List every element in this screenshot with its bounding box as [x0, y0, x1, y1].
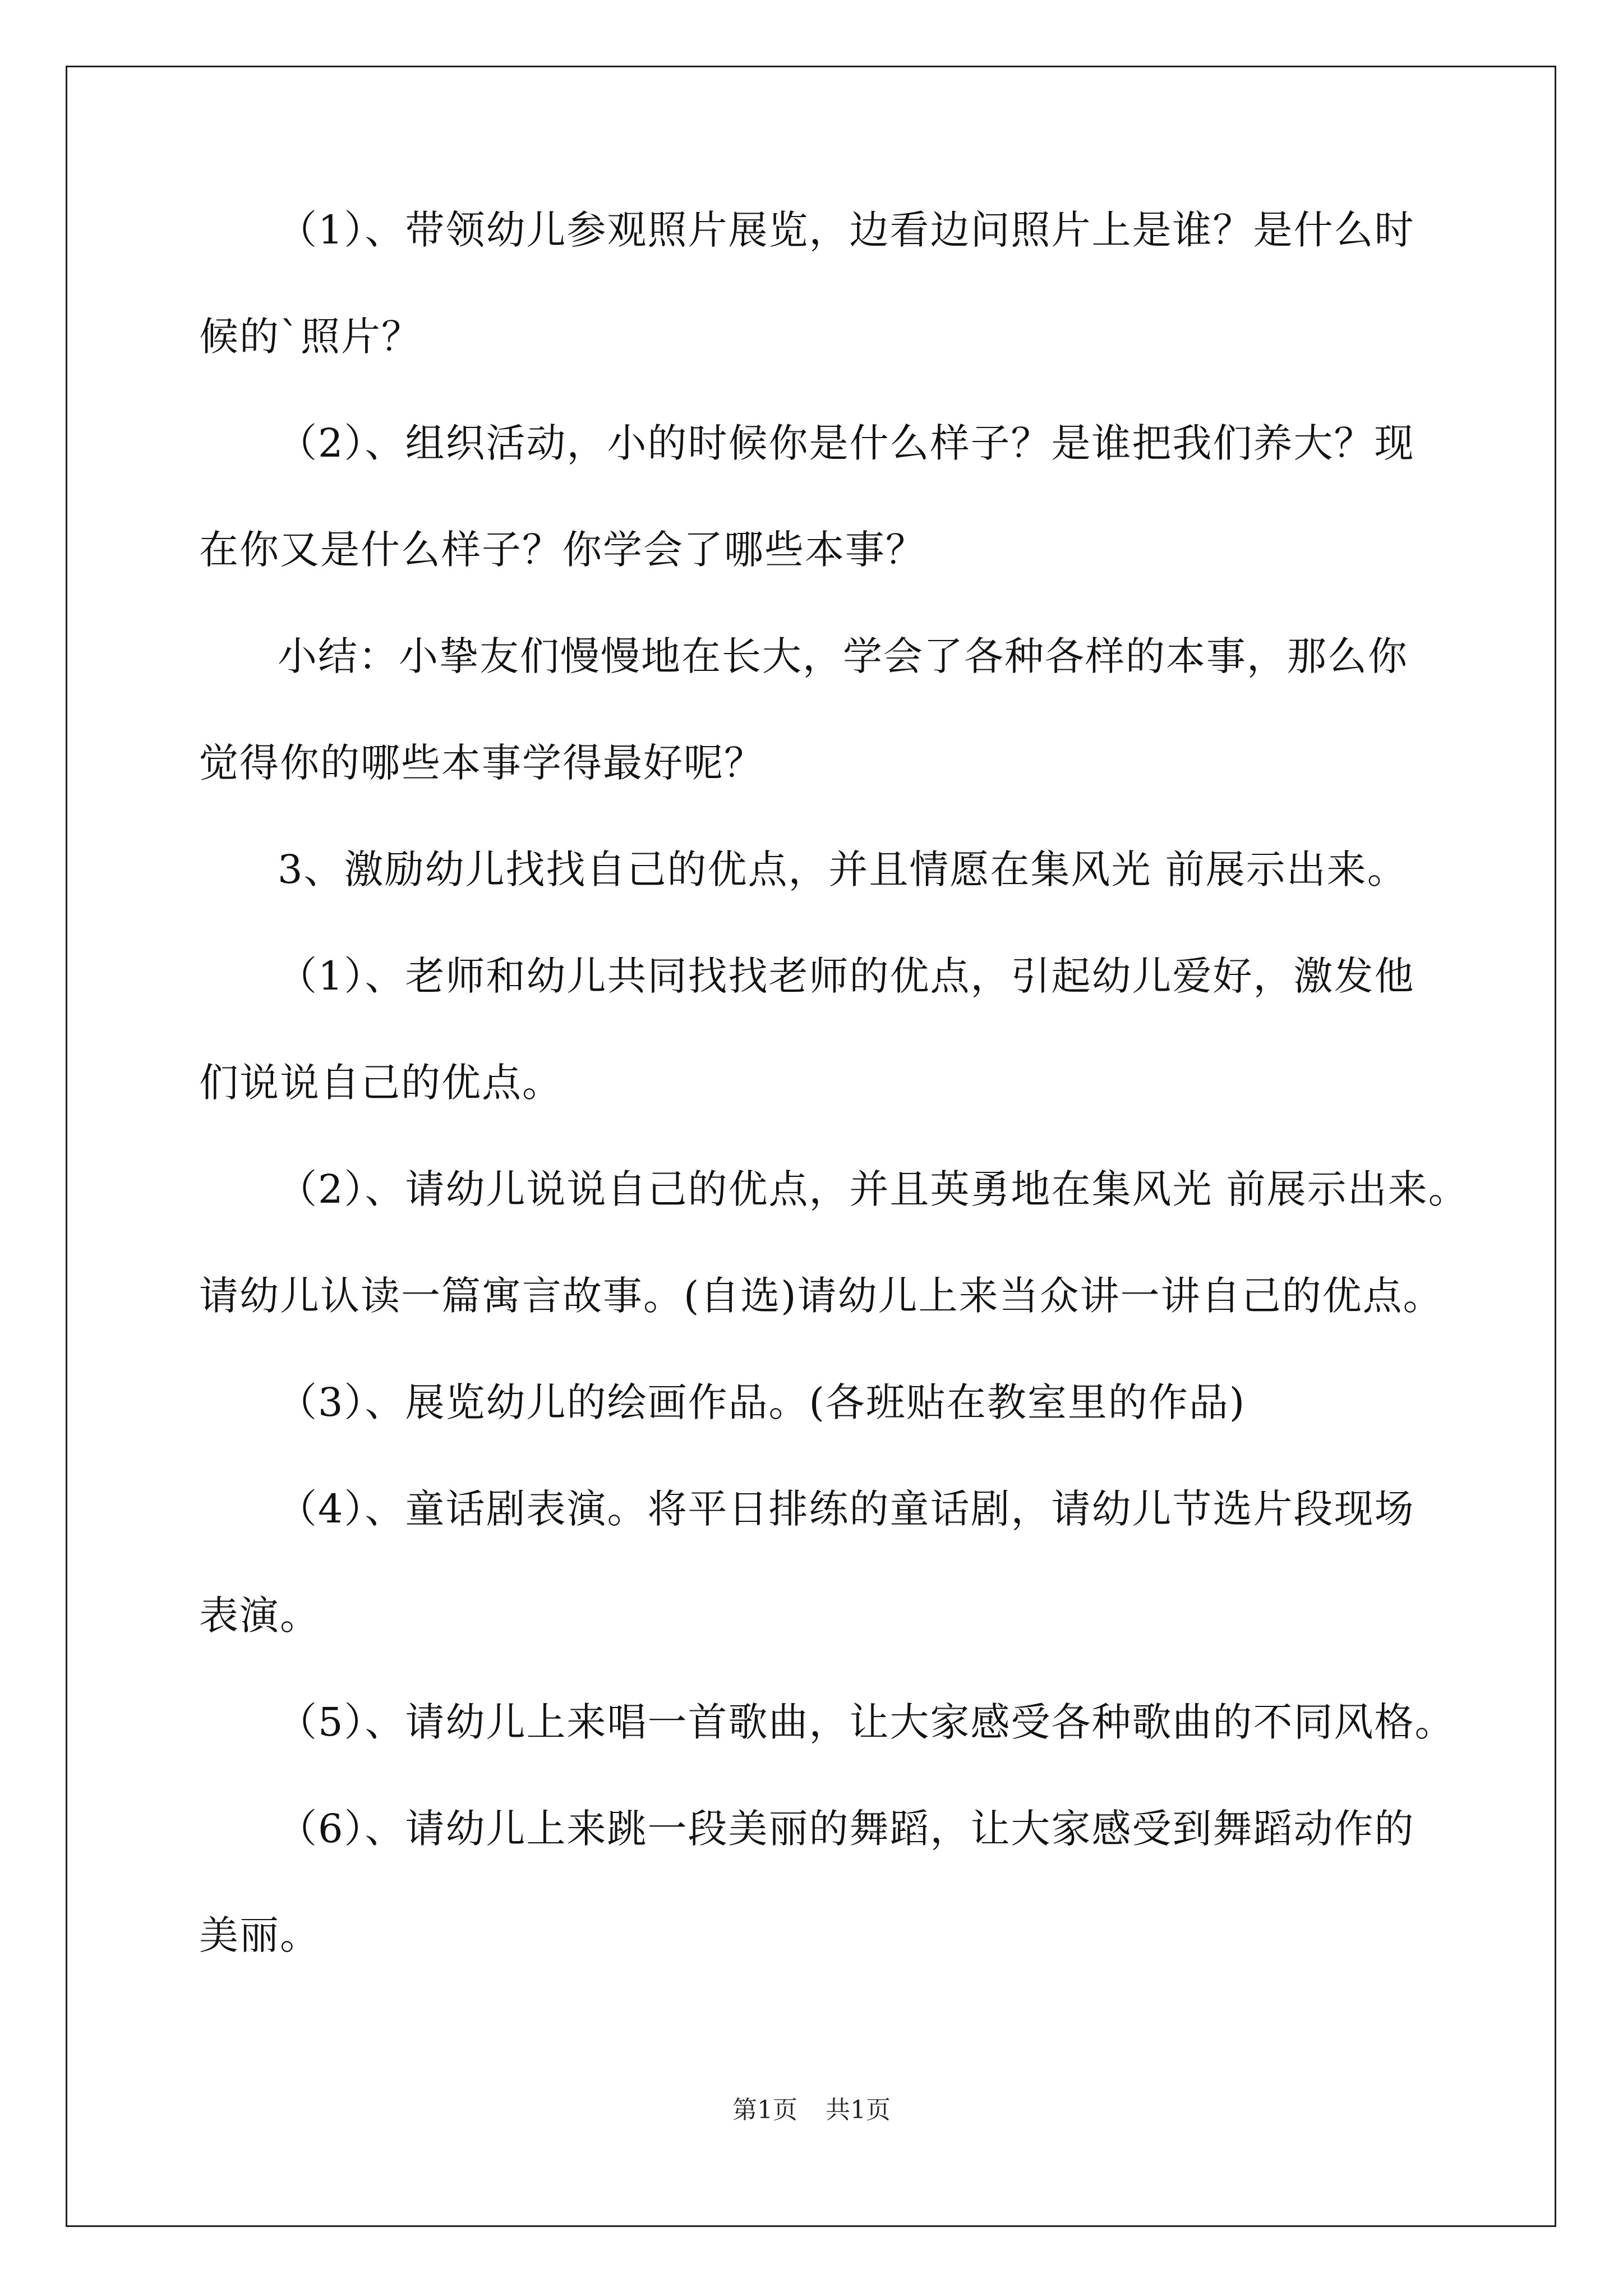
paragraph-line: 美丽。 [199, 1912, 320, 1958]
paragraph-line: 请幼儿认读一篇寓言故事。(自选)请幼儿上来当众讲一讲自己的优点。 [199, 1273, 1444, 1319]
paragraph-line: 小结：小挚友们慢慢地在长大，学会了各种各样的本事，那么你 [278, 633, 1408, 679]
paragraph-line: （2）、请幼儿说说自己的优点，并且英勇地在集风光 前展示出来。 [278, 1166, 1469, 1212]
paragraph-line: （2）、组织活动，小的时候你是什么样子？是谁把我们养大？现 [278, 420, 1415, 466]
paragraph-line: （1）、带领幼儿参观照片展览，边看边问照片上是谁？是什么时 [278, 207, 1415, 253]
paragraph-line: 们说说自己的优点。 [199, 1060, 562, 1106]
paragraph-line: 3、激励幼儿找找自己的优点，并且情愿在集风光 前展示出来。 [278, 846, 1408, 892]
paragraph-line: 候的`照片？ [199, 314, 422, 360]
paragraph-line: （4）、童话剧表演。将平日排练的童话剧，请幼儿节选片段现场 [278, 1486, 1415, 1532]
paragraph-line: （1）、老师和幼儿共同找找老师的优点，引起幼儿爱好，激发他 [278, 953, 1415, 999]
paragraph-line: 表演。 [199, 1593, 320, 1639]
paragraph-line: 在你又是什么样子？你学会了哪些本事？ [199, 527, 926, 573]
page-total: 共1页 [826, 2096, 891, 2124]
paragraph-line: 觉得你的哪些本事学得最好呢？ [199, 740, 764, 786]
page-footer [0, 2090, 1623, 2125]
paragraph-line: （5）、请幼儿上来唱一首歌曲，让大家感受各种歌曲的不同风格。 [278, 1699, 1455, 1745]
paragraph-line: （3）、展览幼儿的绘画作品。(各班贴在教室里的作品) [278, 1379, 1246, 1425]
page-number: 第1页 [732, 2096, 797, 2124]
page-border [66, 66, 1556, 2227]
paragraph-line: （6）、请幼儿上来跳一段美丽的舞蹈，让大家感受到舞蹈动作的 [278, 1806, 1415, 1852]
